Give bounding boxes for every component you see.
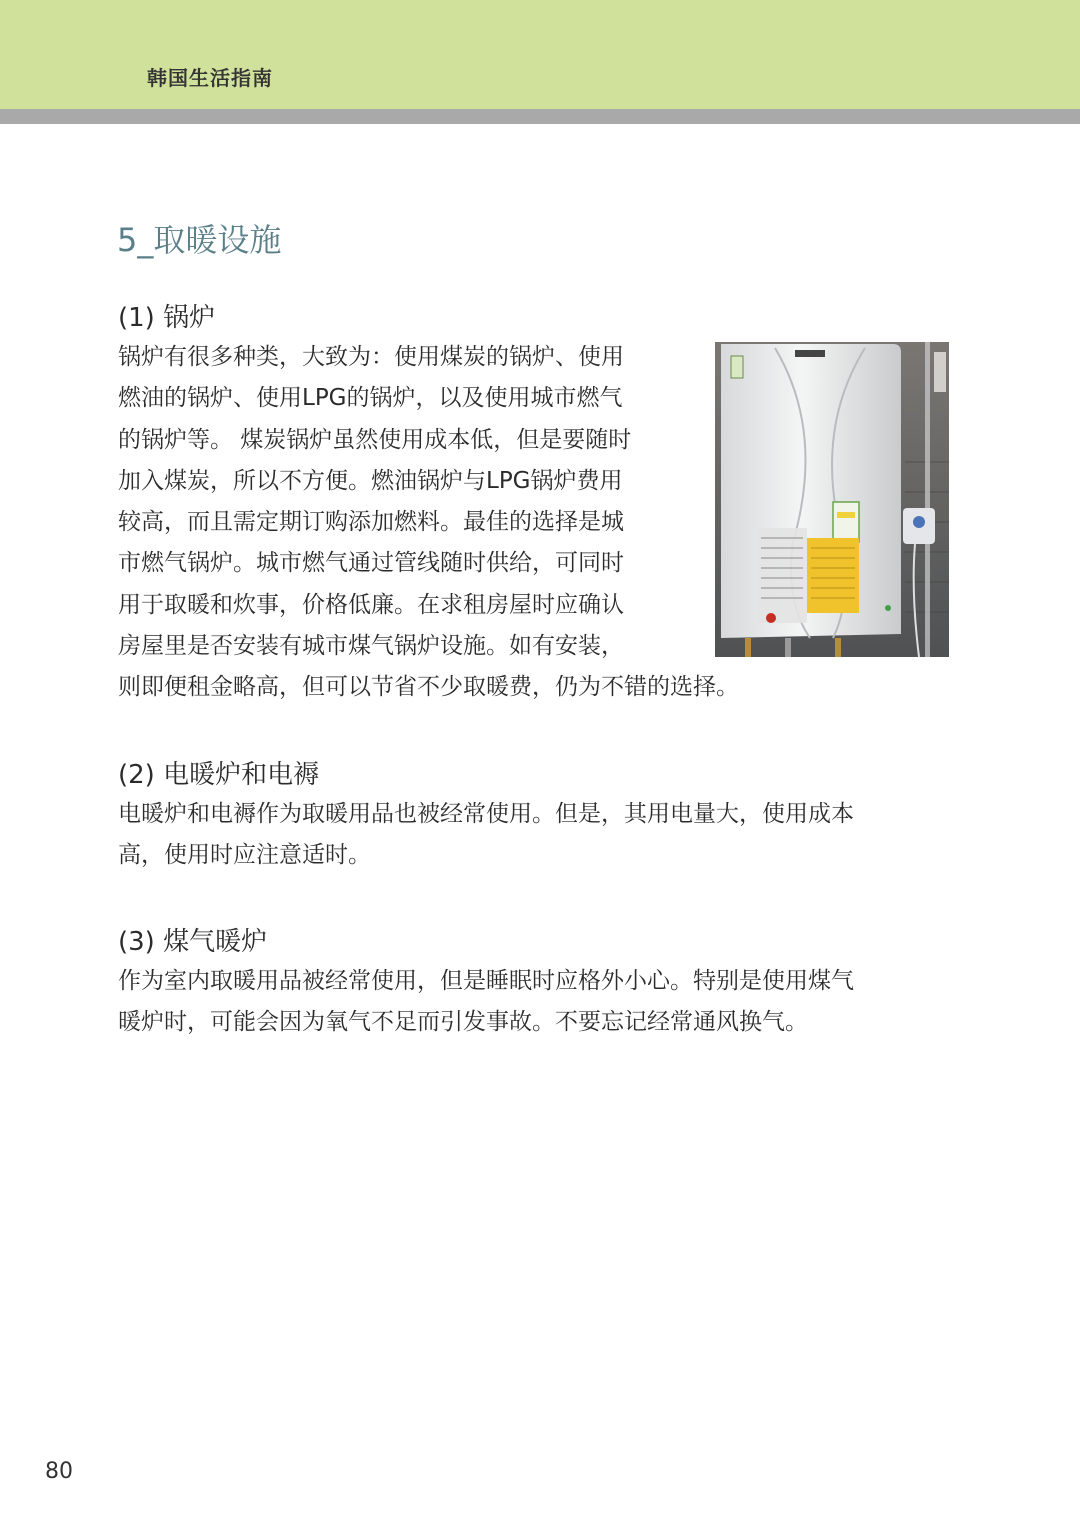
gas-heater-line: 暖炉时，可能会因为氧气不足而引发事故。不要忘记经常通风换气。 xyxy=(118,1009,808,1036)
page-number: 80 xyxy=(45,1459,73,1484)
gas-heater-line: 作为室内取暖用品被经常使用，但是睡眠时应格外小心。特别是使用煤气 xyxy=(118,968,854,994)
electric-heading: (2) 电暖炉和电褥 xyxy=(118,760,320,790)
boiler-line: 较高，而且需定期订购添加燃料。最佳的选择是城 xyxy=(118,509,624,536)
electric-line: 高，使用时应注意适时。 xyxy=(118,842,371,869)
boiler-line: 用于取暖和炊事，价格低廉。在求租房屋时应确认 xyxy=(118,591,624,618)
boiler-heading: (1) 锅炉 xyxy=(118,303,216,333)
header-title: 韩国生活指南 xyxy=(147,66,273,90)
electric-line: 电暖炉和电褥作为取暖用品也被经常使用。但是，其用电量大，使用成本 xyxy=(118,801,854,827)
boiler-paragraph xyxy=(118,337,739,709)
boiler-line: 锅炉有很多种类，大致为：使用煤炭的锅炉、使用 xyxy=(118,344,624,370)
boiler-line: 燃油的锅炉、使用LPG的锅炉，以及使用城市燃气 xyxy=(118,385,623,412)
boiler-line: 的锅炉等。 煤炭锅炉虽然使用成本低，但是要随时 xyxy=(118,426,632,453)
boiler-line: 加入煤炭，所以不方便。燃油锅炉与LPG锅炉费用 xyxy=(118,467,623,494)
boiler-line: 则即便租金略高，但可以节省不少取暖费，仍为不错的选择。 xyxy=(118,674,739,701)
boiler-photo xyxy=(715,342,949,657)
gas-heater-paragraph xyxy=(118,961,854,1044)
boiler-photo-illustration xyxy=(715,342,949,657)
electric-paragraph xyxy=(118,794,854,877)
boiler-line: 市燃气锅炉。城市燃气通过管线随时供给，可同时 xyxy=(118,550,624,577)
boiler-line: 房屋里是否安装有城市煤气锅炉设施。如有安装， xyxy=(118,633,624,660)
header-band xyxy=(0,0,1080,109)
section-title: 5_取暖设施 xyxy=(117,221,282,259)
header-rule xyxy=(0,109,1080,124)
gas-heater-heading: (3) 煤气暖炉 xyxy=(118,927,268,957)
